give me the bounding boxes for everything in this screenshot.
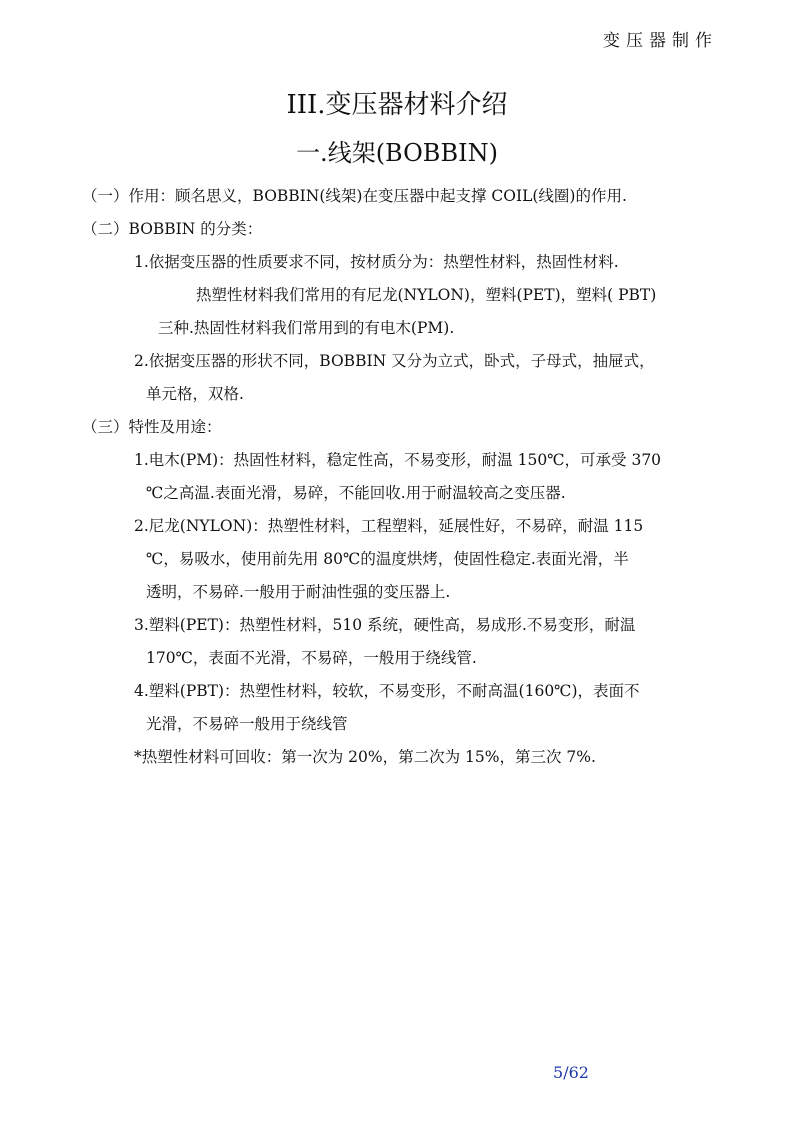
section-label: （二） — [82, 220, 129, 238]
item-line: 透明，不易碎.一般用于耐油性强的变压器上. — [146, 583, 451, 601]
recycling-note: *热塑性材料可回收：第一次为 20%，第二次为 15%，第三次 7%. — [134, 748, 596, 766]
section-text: 作用：顾名思义，BOBBIN(线架)在变压器中起支撑 COIL(线圈)的作用. — [128, 187, 627, 205]
section-label: （三） — [82, 418, 129, 436]
item-line: 单元格，双格. — [146, 385, 244, 403]
item-line: 光滑，不易碎一般用于绕线管 — [146, 715, 348, 733]
item-line: 热塑性材料我们常用的有尼龙(NYLON)，塑料(PET)，塑料( PBT) — [196, 286, 657, 304]
item-line: 170℃，表面不光滑，不易碎，一般用于绕线管. — [146, 649, 477, 667]
section-properties — [82, 411, 722, 444]
section-purpose — [82, 180, 722, 213]
page-header: 变压器制作 — [603, 31, 718, 51]
property-item-pet — [82, 609, 722, 675]
item-line: ℃，易吸水，使用前先用 80℃的温度烘烤，使固性稳定.表面光滑，半 — [146, 550, 629, 568]
item-line: 1.依据变压器的性质要求不同，按材质分为：热塑性材料，热固性材料. — [134, 253, 619, 271]
item-line: 3.塑料(PET)：热塑性材料，510 系统，硬性高，易成形.不易变形，耐温 — [134, 616, 636, 634]
section-subtitle: 一.线架(BOBBIN) — [296, 139, 498, 167]
property-item-pm — [82, 444, 722, 510]
section-text: 特性及用途： — [128, 418, 222, 436]
item-line: 三种.热固性材料我们常用到的有电木(PM). — [158, 319, 455, 337]
page-number: 5/62 — [553, 1063, 589, 1082]
item-line: 1.电木(PM)：热固性材料，稳定性高，不易变形，耐温 150℃，可承受 370 — [134, 451, 662, 469]
property-item-pbt — [82, 675, 722, 741]
document-body — [82, 180, 722, 774]
item-line: 2.尼龙(NYLON)：热塑性材料，工程塑料，延展性好，不易碎，耐温 115 — [134, 517, 644, 535]
section-classification — [82, 213, 722, 246]
property-item-nylon — [82, 510, 722, 609]
item-line: 4.塑料(PBT)：热塑性材料，较软，不易变形，不耐高温(160℃)，表面不 — [134, 682, 640, 700]
section-label: （一） — [82, 187, 129, 205]
section-text: BOBBIN 的分类： — [128, 220, 263, 238]
page-title: III.变压器材料介绍 — [286, 90, 508, 120]
item-line: 2.依据变压器的形状不同，BOBBIN 又分为立式，卧式，子母式，抽屉式， — [134, 352, 655, 370]
classification-item-1 — [82, 246, 722, 345]
classification-item-2 — [82, 345, 722, 411]
item-line: ℃之高温.表面光滑，易碎，不能回收.用于耐温较高之变压器. — [146, 484, 566, 502]
